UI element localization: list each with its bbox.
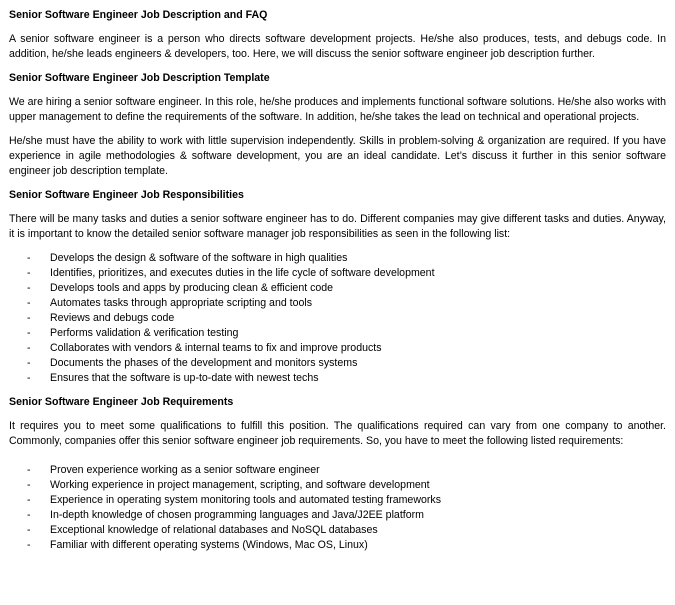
list-item: [27, 356, 666, 371]
list-item: [27, 296, 666, 311]
responsibilities-list: [9, 251, 666, 386]
bullet-dash: -: [27, 524, 31, 536]
bullet-dash: -: [27, 327, 31, 339]
list-item-text: Experience in operating system monitoring tools and automated testing frameworks: [50, 494, 441, 506]
list-item: [27, 281, 666, 296]
requirements-list: [9, 463, 666, 553]
list-item-text: Exceptional knowledge of relational databases and NoSQL databases: [50, 524, 378, 536]
bullet-dash: -: [27, 479, 31, 491]
list-item: [27, 523, 666, 538]
list-item-text: Working experience in project management, scripting, and software development: [50, 479, 430, 491]
list-item-text: Familiar with different operating systems (Windows, Mac OS, Linux): [50, 539, 368, 551]
template-heading: Senior Software Engineer Job Description Template: [9, 72, 270, 84]
list-item: [27, 341, 666, 356]
list-item-text: Develops the design & software of the software in high qualities: [50, 252, 348, 264]
list-item: [27, 266, 666, 281]
bullet-dash: -: [27, 312, 31, 324]
bullet-dash: -: [27, 464, 31, 476]
list-item-text: Performs validation & verification testing: [50, 327, 239, 339]
bullet-dash: -: [27, 342, 31, 354]
list-item: [27, 251, 666, 266]
bullet-dash: -: [27, 509, 31, 521]
list-item: [27, 311, 666, 326]
list-item-text: Develops tools and apps by producing clean & efficient code: [50, 282, 334, 294]
requirements-heading: Senior Software Engineer Job Requirements: [9, 396, 234, 408]
responsibilities-intro: There will be many tasks and duties a senior software engineer has to do. Different companies may give different tasks and duties. Anyway, it is important to know the detailed senior software manager job responsibilities as seen in the following list:: [9, 213, 666, 240]
list-item: [27, 508, 666, 523]
list-item-text: Reviews and debugs code: [50, 312, 175, 324]
bullet-dash: -: [27, 357, 31, 369]
list-item-text: Identifies, prioritizes, and executes duties in the life cycle of software development: [50, 267, 435, 279]
bullet-dash: -: [27, 539, 31, 551]
bullet-dash: -: [27, 252, 31, 264]
page-title: Senior Software Engineer Job Description and FAQ: [9, 9, 268, 21]
template-paragraph-2: He/she must have the ability to work with little supervision independently. Skills in problem-solving & organization are required. If you have experience in agile methodologies & software development, you are an ideal candidate. Let’s discuss it further in this senior software engineer job description template.: [9, 135, 666, 177]
list-item: [27, 538, 666, 553]
requirements-intro: It requires you to meet some qualifications to fulfill this position. The qualifications required can vary from one company to another. Commonly, companies offer this senior software engineer job requirements. So, you have to meet the following listed requirements:: [9, 420, 666, 447]
list-item-text: Ensures that the software is up-to-date with newest techs: [50, 372, 319, 384]
bullet-dash: -: [27, 297, 31, 309]
list-item: [27, 493, 666, 508]
bullet-dash: -: [27, 494, 31, 506]
responsibilities-heading: Senior Software Engineer Job Responsibilities: [9, 189, 244, 201]
bullet-dash: -: [27, 372, 31, 384]
list-item-text: Automates tasks through appropriate scripting and tools: [50, 297, 313, 309]
list-item: [27, 478, 666, 493]
list-item: [27, 371, 666, 386]
list-item: [27, 463, 666, 478]
template-paragraph-1: We are hiring a senior software engineer. In this role, he/she produces and implements functional software solutions. He/she also works with upper management to define the requirements of the software. In addition, he/she takes the lead on technical and operational projects.: [9, 96, 666, 123]
intro-paragraph: A senior software engineer is a person who directs software development projects. He/she also produces, tests, and debugs code. In addition, he/she leads engineers & developers, too. Here, we will discuss the senior software engineer job description further.: [9, 33, 666, 60]
bullet-dash: -: [27, 267, 31, 279]
list-item-text: Documents the phases of the development and monitors systems: [50, 357, 358, 369]
bullet-dash: -: [27, 282, 31, 294]
list-item-text: Proven experience working as a senior software engineer: [50, 464, 320, 476]
list-item-text: In-depth knowledge of chosen programming languages and Java/J2EE platform: [50, 509, 424, 521]
list-item: [27, 326, 666, 341]
list-item-text: Collaborates with vendors & internal teams to fix and improve products: [50, 342, 382, 354]
